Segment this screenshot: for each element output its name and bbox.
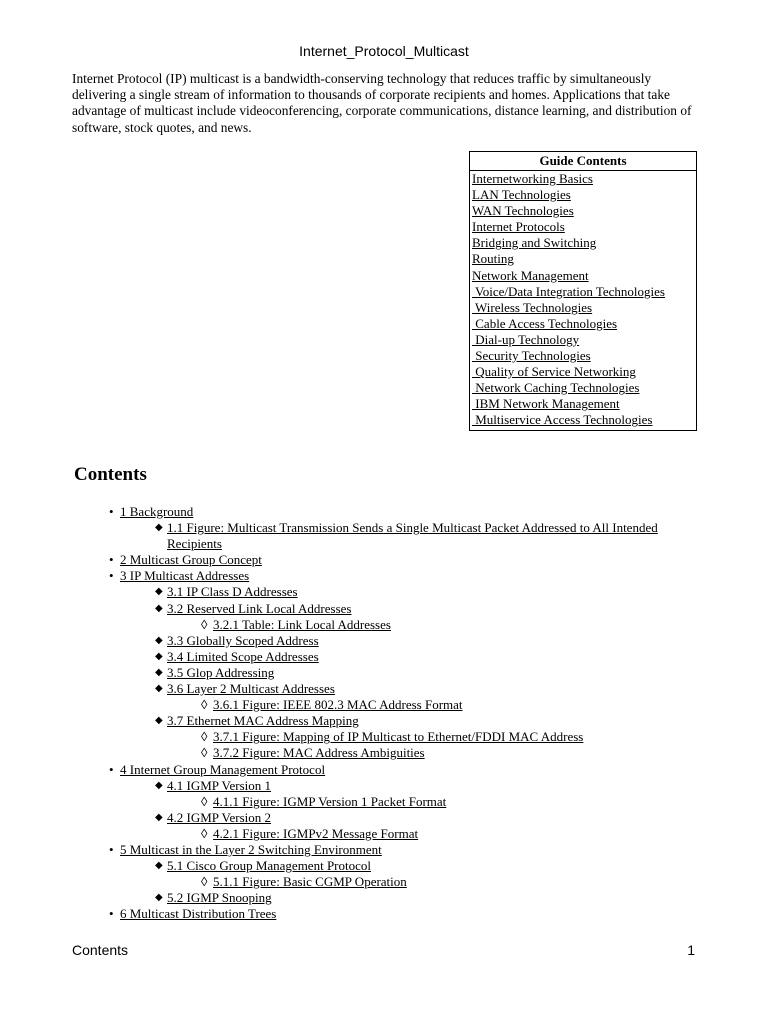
toc-link[interactable]: 4 Internet Group Management Protocol — [120, 761, 326, 777]
toc-link[interactable]: 4.2.1 Figure: IGMPv2 Message Format — [213, 825, 419, 841]
guide-contents-link[interactable]: Cable Access Technologies — [472, 315, 618, 331]
toc-link[interactable]: 5.1 Cisco Group Management Protocol — [167, 858, 371, 874]
toc-item — [0, 713, 667, 729]
guide-contents-link[interactable]: Routing — [472, 251, 514, 267]
guide-contents-item — [472, 187, 696, 203]
diamond-bullet-icon: ◆ — [155, 586, 163, 598]
lozenge-bullet-icon: ◊ — [201, 745, 208, 761]
toc-link[interactable]: 5.1.1 Figure: Basic CGMP Operation — [213, 874, 407, 890]
toc-item — [0, 906, 768, 922]
toc-item — [0, 842, 768, 858]
toc-item — [0, 874, 768, 890]
toc-link[interactable]: 3.2.1 Table: Link Local Addresses — [213, 616, 391, 632]
toc-item — [0, 649, 667, 665]
toc-link[interactable]: 3.2 Reserved Link Local Addresses — [167, 600, 352, 616]
bullet-icon: • — [109, 552, 114, 568]
guide-contents-link[interactable]: Network Management — [472, 267, 589, 283]
toc-link[interactable]: 3.6 Layer 2 Multicast Addresses — [167, 681, 335, 697]
toc-link[interactable]: 3.5 Glop Addressing — [167, 664, 275, 680]
toc-link[interactable]: 3.4 Limited Scope Addresses — [167, 648, 319, 664]
guide-contents-link[interactable]: Internet Protocols — [472, 219, 565, 235]
footer-page-number: 1 — [687, 942, 695, 958]
intro-paragraph: Internet Protocol (IP) multicast is a bandwidth-conserving technology that reduces traffic by simultaneously delivering a single stream of information to thousands of corporate recipients and homes. Applications that take advantage of multicast include videoconferencing, corporate communications, distance learning, and distribution of software, stock quotes, and news. — [72, 71, 692, 135]
toc-item — [0, 552, 768, 568]
guide-contents-link[interactable]: Security Technologies — [472, 348, 591, 364]
guide-contents-item — [472, 364, 696, 380]
toc-item — [0, 745, 768, 761]
toc-item — [0, 601, 667, 617]
guide-contents-item — [472, 316, 696, 332]
toc-item — [0, 826, 768, 842]
guide-contents-link[interactable]: Wireless Technologies — [472, 299, 593, 315]
toc-item — [0, 665, 667, 681]
guide-contents-item — [472, 284, 696, 300]
toc-item — [0, 778, 667, 794]
guide-contents-link[interactable]: Voice/Data Integration Technologies — [472, 283, 665, 299]
guide-contents-item — [472, 348, 696, 364]
toc-item — [0, 504, 768, 520]
toc-link[interactable]: 4.1 IGMP Version 1 — [167, 777, 272, 793]
guide-contents-link[interactable]: Network Caching Technologies — [472, 380, 640, 396]
guide-contents-box — [469, 151, 697, 431]
diamond-bullet-icon: ◆ — [155, 634, 163, 646]
toc-link[interactable]: 1 Background — [120, 504, 194, 519]
bullet-icon: • — [109, 568, 114, 584]
guide-contents-item — [472, 396, 696, 412]
toc-item — [0, 858, 667, 874]
toc-link[interactable]: 3.6.1 Figure: IEEE 802.3 MAC Address Format — [213, 697, 463, 713]
bullet-icon: • — [109, 841, 114, 857]
toc-link[interactable]: 1.1 Figure: Multicast Transmission Sends a Single Multicast Packet Addressed to All Intended Recipients — [167, 520, 658, 552]
page-header-title: Internet_Protocol_Multicast — [299, 43, 469, 59]
toc-link[interactable]: 2 Multicast Group Concept — [120, 552, 262, 568]
guide-contents-link[interactable]: Multiservice Access Technologies — [472, 412, 653, 428]
toc-link[interactable]: 3.3 Globally Scoped Address — [167, 632, 319, 648]
guide-contents-item — [472, 219, 696, 235]
lozenge-bullet-icon: ◊ — [201, 825, 208, 841]
toc-item — [0, 810, 667, 826]
toc-item — [0, 890, 667, 906]
lozenge-bullet-icon: ◊ — [201, 874, 208, 890]
diamond-bullet-icon: ◆ — [155, 892, 163, 904]
toc-link[interactable]: 5.2 IGMP Snooping — [167, 890, 272, 906]
guide-contents-link[interactable]: Internetworking Basics — [472, 171, 593, 186]
toc-link[interactable]: 3.1 IP Class D Addresses — [167, 584, 298, 600]
toc-item — [0, 633, 667, 649]
guide-contents-item — [472, 300, 696, 316]
toc-link[interactable]: 6 Multicast Distribution Trees — [120, 906, 277, 922]
toc-item — [0, 729, 768, 745]
guide-contents-item — [472, 235, 696, 251]
diamond-bullet-icon: ◆ — [155, 650, 163, 662]
bullet-icon: • — [109, 504, 114, 519]
contents-heading: Contents — [74, 464, 147, 485]
guide-contents-link[interactable]: Bridging and Switching — [472, 235, 597, 251]
diamond-bullet-icon: ◆ — [155, 779, 163, 791]
toc-item — [0, 794, 768, 810]
diamond-bullet-icon: ◆ — [155, 602, 163, 614]
diamond-bullet-icon: ◆ — [155, 860, 163, 872]
guide-contents-link[interactable]: LAN Technologies — [472, 187, 571, 203]
toc-item — [0, 568, 768, 584]
lozenge-bullet-icon: ◊ — [201, 793, 208, 809]
guide-contents-item — [472, 171, 696, 187]
guide-contents-link[interactable]: Quality of Service Networking — [472, 364, 636, 380]
guide-contents-link[interactable]: WAN Technologies — [472, 203, 574, 219]
lozenge-bullet-icon: ◊ — [201, 616, 208, 632]
lozenge-bullet-icon: ◊ — [201, 697, 208, 713]
diamond-bullet-icon: ◆ — [155, 666, 163, 678]
toc-item — [0, 762, 768, 778]
table-of-contents — [0, 504, 768, 922]
guide-contents-title: Guide Contents — [470, 152, 696, 171]
guide-contents-item — [472, 268, 696, 284]
toc-item — [0, 697, 768, 713]
toc-link[interactable]: 3.7.2 Figure: MAC Address Ambiguities — [213, 745, 425, 761]
toc-item — [0, 520, 667, 552]
bullet-icon: • — [109, 761, 114, 777]
lozenge-bullet-icon: ◊ — [201, 729, 208, 745]
guide-contents-item — [472, 380, 696, 396]
toc-link[interactable]: 4.2 IGMP Version 2 — [167, 809, 272, 825]
toc-link[interactable]: 3.7.1 Figure: Mapping of IP Multicast to Ethernet/FDDI MAC Address — [213, 729, 584, 745]
footer-section-label: Contents — [72, 942, 129, 958]
guide-contents-link[interactable]: Dial-up Technology — [472, 331, 580, 347]
toc-link[interactable]: 5 Multicast in the Layer 2 Switching Environment — [120, 841, 382, 857]
toc-link[interactable]: 3.7 Ethernet MAC Address Mapping — [167, 713, 359, 729]
guide-contents-link[interactable]: IBM Network Management — [472, 396, 620, 412]
toc-item — [0, 681, 667, 697]
guide-contents-list — [470, 171, 696, 430]
guide-contents-item — [472, 412, 696, 428]
toc-item — [0, 617, 768, 633]
diamond-bullet-icon: ◆ — [155, 811, 163, 823]
toc-link[interactable]: 4.1.1 Figure: IGMP Version 1 Packet Format — [213, 793, 447, 809]
guide-contents-item — [472, 332, 696, 348]
diamond-bullet-icon: ◆ — [155, 715, 163, 727]
bullet-icon: • — [109, 906, 114, 922]
diamond-bullet-icon: ◆ — [155, 683, 163, 695]
guide-contents-item — [472, 251, 696, 267]
diamond-bullet-icon: ◆ — [155, 522, 163, 534]
toc-item — [0, 584, 667, 600]
toc-link[interactable]: 3 IP Multicast Addresses — [120, 568, 250, 584]
guide-contents-item — [472, 203, 696, 219]
